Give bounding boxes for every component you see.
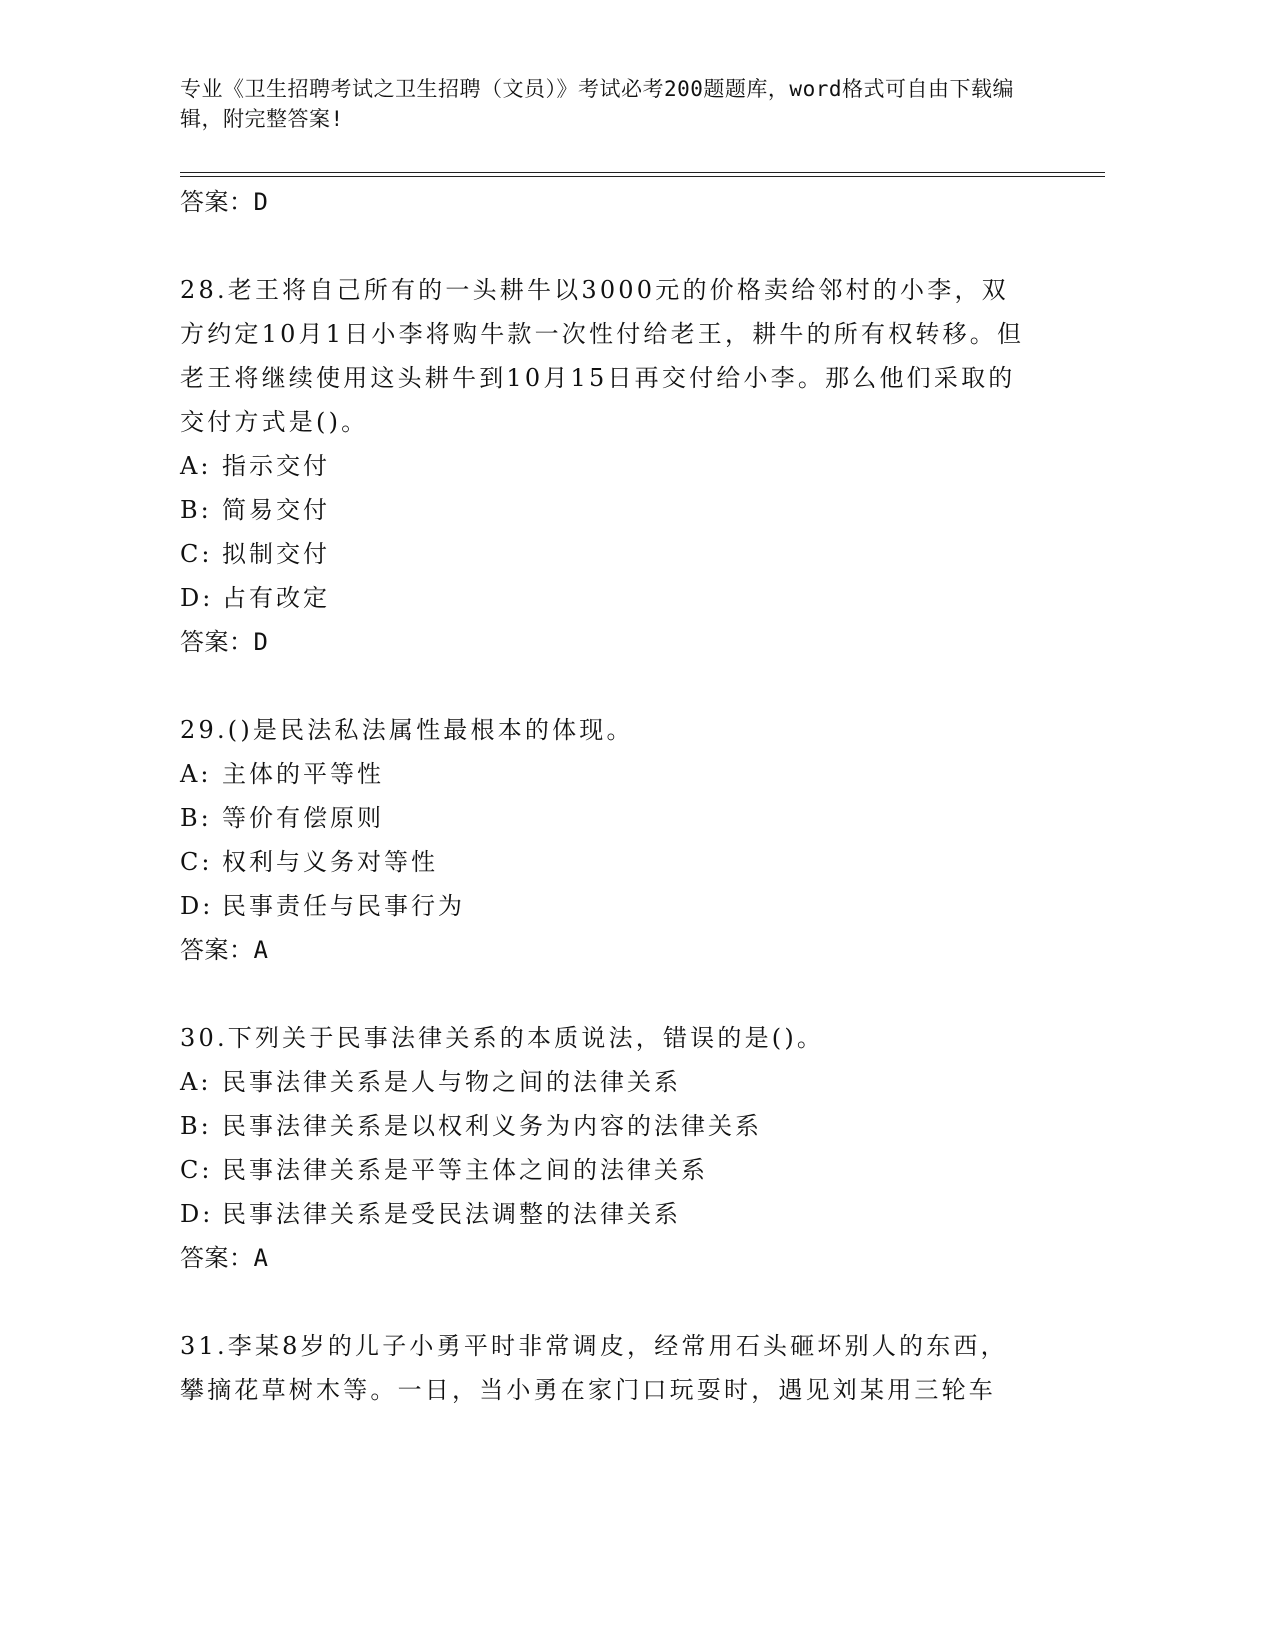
question-29 bbox=[180, 708, 1030, 972]
option-d bbox=[180, 1192, 1030, 1236]
option-a bbox=[180, 752, 1030, 796]
option-text: 指示交付 bbox=[222, 452, 330, 480]
option-key: C: bbox=[180, 1156, 213, 1184]
option-key: B: bbox=[180, 1112, 212, 1140]
question-text: 29.()是民法私法属性最根本的体现。 bbox=[180, 716, 634, 744]
option-text: 权利与义务对等性 bbox=[222, 848, 438, 876]
option-key: C: bbox=[180, 540, 213, 568]
header-divider-top bbox=[180, 172, 1105, 173]
option-key: B: bbox=[180, 496, 212, 524]
option-text: 民事法律关系是受民法调整的法律关系 bbox=[222, 1200, 681, 1228]
option-key: D: bbox=[180, 584, 214, 612]
option-key: D: bbox=[180, 892, 214, 920]
option-text: 主体的平等性 bbox=[222, 760, 384, 788]
option-text: 民事法律关系是以权利义务为内容的法律关系 bbox=[222, 1112, 762, 1140]
option-a bbox=[180, 1060, 1030, 1104]
question-text: 28.老王将自己所有的一头耕牛以3000元的价格卖给邻村的小李，双方约定10月1日小李将购牛款一次性付给老王，耕牛的所有权转移。但老王将继续使用这头耕牛到10月15日再交付给小李。那么他们采取的交付方式是()。 bbox=[180, 276, 1025, 436]
option-b bbox=[180, 488, 1030, 532]
option-key: D: bbox=[180, 1200, 214, 1228]
option-b bbox=[180, 1104, 1030, 1148]
question-text: 30.下列关于民事法律关系的本质说法，错误的是()。 bbox=[180, 1024, 825, 1052]
question-text: 31.李某8岁的儿子小勇平时非常调皮，经常用石头砸坏别人的东西，攀摘花草树木等。一日，当小勇在家门口玩耍时，遇见刘某用三轮车 bbox=[180, 1332, 1008, 1404]
answer-line: 答案：D bbox=[180, 628, 269, 656]
answer-line: 答案：A bbox=[180, 1244, 269, 1272]
option-key: A: bbox=[180, 1068, 212, 1096]
question-list bbox=[180, 180, 1030, 1412]
option-d bbox=[180, 576, 1030, 620]
option-text: 简易交付 bbox=[222, 496, 330, 524]
option-d bbox=[180, 884, 1030, 928]
question-31 bbox=[180, 1324, 1030, 1412]
option-c bbox=[180, 1148, 1030, 1192]
option-key: C: bbox=[180, 848, 213, 876]
option-text: 民事法律关系是平等主体之间的法律关系 bbox=[222, 1156, 708, 1184]
answer-line: 答案：D bbox=[180, 188, 269, 216]
option-key: A: bbox=[180, 760, 212, 788]
document-header: 专业《卫生招聘考试之卫生招聘（文员）》考试必考200题题库，word格式可自由下载编辑，附完整答案! bbox=[180, 77, 1014, 131]
option-a bbox=[180, 444, 1030, 488]
option-text: 等价有偿原则 bbox=[222, 804, 384, 832]
option-text: 占有改定 bbox=[222, 584, 330, 612]
option-c bbox=[180, 532, 1030, 576]
option-c bbox=[180, 840, 1030, 884]
option-key: A: bbox=[180, 452, 212, 480]
question-30 bbox=[180, 1016, 1030, 1280]
answer-line: 答案：A bbox=[180, 936, 269, 964]
question-28 bbox=[180, 268, 1030, 664]
option-key: B: bbox=[180, 804, 212, 832]
option-b bbox=[180, 796, 1030, 840]
option-text: 拟制交付 bbox=[222, 540, 330, 568]
option-text: 民事责任与民事行为 bbox=[222, 892, 465, 920]
option-text: 民事法律关系是人与物之间的法律关系 bbox=[222, 1068, 681, 1096]
header-divider-bottom bbox=[180, 176, 1105, 177]
